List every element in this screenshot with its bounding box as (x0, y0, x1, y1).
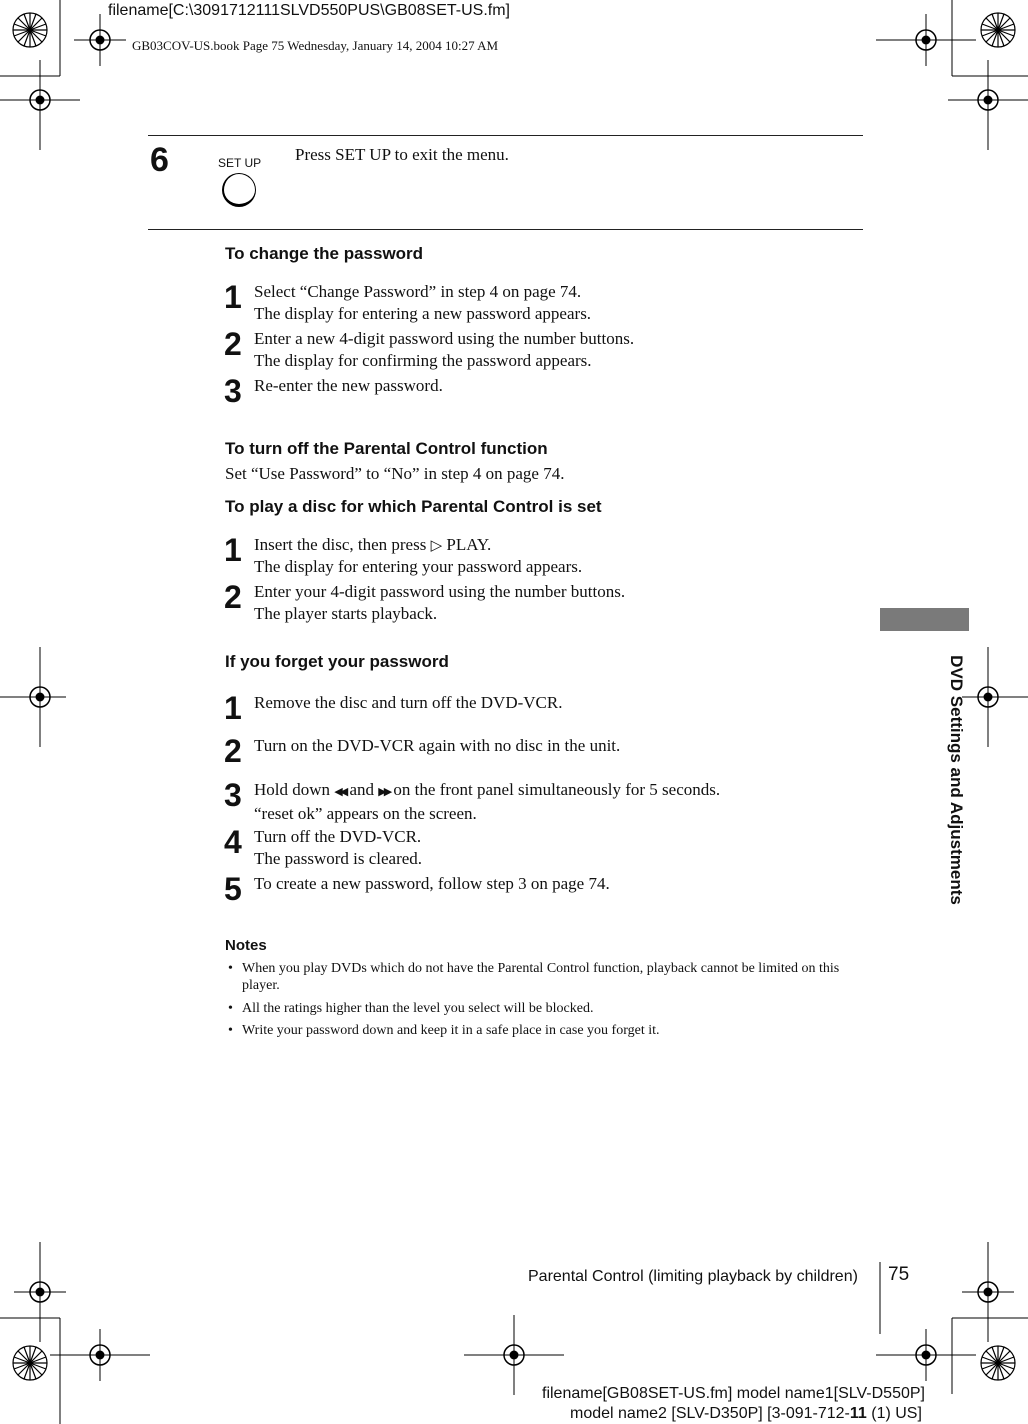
step-text: Insert the disc, then press (254, 535, 431, 554)
step-text: The display for entering a new password appears. (254, 304, 592, 323)
step-text: Turn off the DVD-VCR. (254, 827, 422, 846)
notes-heading: Notes (225, 937, 267, 954)
filename-footer-line2 (568, 1405, 924, 1423)
step-text: The display for confirming the password appears. (254, 351, 592, 370)
top-rule (148, 135, 863, 136)
step-text: Enter a new 4-digit password using the number buttons. (254, 329, 635, 348)
step-number: 3 (224, 373, 242, 409)
note-text: All the ratings higher than the level you select will be blocked. (242, 1001, 594, 1016)
step-number: 1 (224, 532, 242, 568)
step-text: Select “Change Password” in step 4 on page 74. (254, 282, 582, 301)
step-text: and (345, 780, 379, 799)
step-number: 1 (224, 690, 242, 726)
step-number: 5 (224, 871, 242, 907)
change-password-heading: To change the password (225, 244, 424, 263)
footer-section-title: Parental Control (limiting playback by children) (528, 1268, 858, 1285)
filename-footer-line1: filename[GB08SET-US.fm] model name1[SLV-D550P] (542, 1385, 925, 1402)
page-number: 75 (888, 1264, 910, 1285)
step-text: The display for entering your password appears. (254, 557, 583, 576)
bullet-icon: • (228, 1001, 233, 1016)
step-number: 1 (224, 279, 242, 315)
step-text: Re-enter the new password. (254, 376, 443, 395)
rewind-icon: ◀◀ (334, 785, 346, 798)
step-text: Turn on the DVD-VCR again with no disc in the unit. (254, 736, 621, 755)
step-6-text: Press SET UP to exit the menu. (295, 145, 509, 164)
side-tab-bar (880, 608, 969, 631)
setup-button-icon (222, 173, 256, 207)
fast-forward-icon: ▶▶ (378, 785, 390, 798)
note-text: Write your password down and keep it in a safe place in case you forget it. (242, 1023, 660, 1038)
step-text: Enter your 4-digit password using the number buttons. (254, 582, 626, 601)
turn-off-text: Set “Use Password” to “No” in step 4 on page 74. (225, 464, 565, 483)
step-text: “reset ok” appears on the screen. (254, 804, 477, 823)
play-disc-heading: To play a disc for which Parental Control is set (225, 497, 602, 516)
filename-footer-text: model name2 [SLV-D350P] [3-091-712- (570, 1405, 850, 1422)
step-number: 3 (224, 777, 242, 813)
step-text: on the front panel simultaneously for 5 seconds. (389, 780, 721, 799)
step-text: Hold down (254, 780, 335, 799)
filename-footer-text: (1) US] (866, 1405, 922, 1422)
note-text: When you play DVDs which do not have the Parental Control function, playback cannot be limited on this player. (242, 961, 840, 993)
turn-off-heading: To turn off the Parental Control function (225, 439, 548, 458)
side-tab-label: DVD Settings and Adjustments (947, 655, 966, 905)
bullet-icon: • (228, 1023, 233, 1038)
step-text: PLAY. (442, 535, 492, 554)
step-number: 2 (224, 733, 242, 769)
filename-top: filename[C:\3091712111SLVD550PUS\GB08SET-US.fm] (108, 2, 510, 19)
filename-footer-bold: 11 (849, 1405, 867, 1422)
step-text: Remove the disc and turn off the DVD-VCR. (254, 693, 563, 712)
step-number: 2 (224, 326, 242, 362)
play-icon: ▷ (430, 536, 443, 554)
forget-password-heading: If you forget your password (225, 652, 449, 671)
bottom-rule (148, 229, 863, 230)
step-number: 2 (224, 579, 242, 615)
step-text: The password is cleared. (254, 849, 423, 868)
step-text: To create a new password, follow step 3 on page 74. (254, 874, 610, 893)
step-6-number: 6 (150, 141, 169, 179)
book-info: GB03COV-US.book Page 75 Wednesday, January 14, 2004 10:27 AM (132, 38, 499, 53)
step-text: The player starts playback. (254, 604, 438, 623)
bullet-icon: • (228, 961, 233, 976)
setup-button-label: SET UP (218, 156, 262, 170)
step-number: 4 (224, 824, 242, 860)
